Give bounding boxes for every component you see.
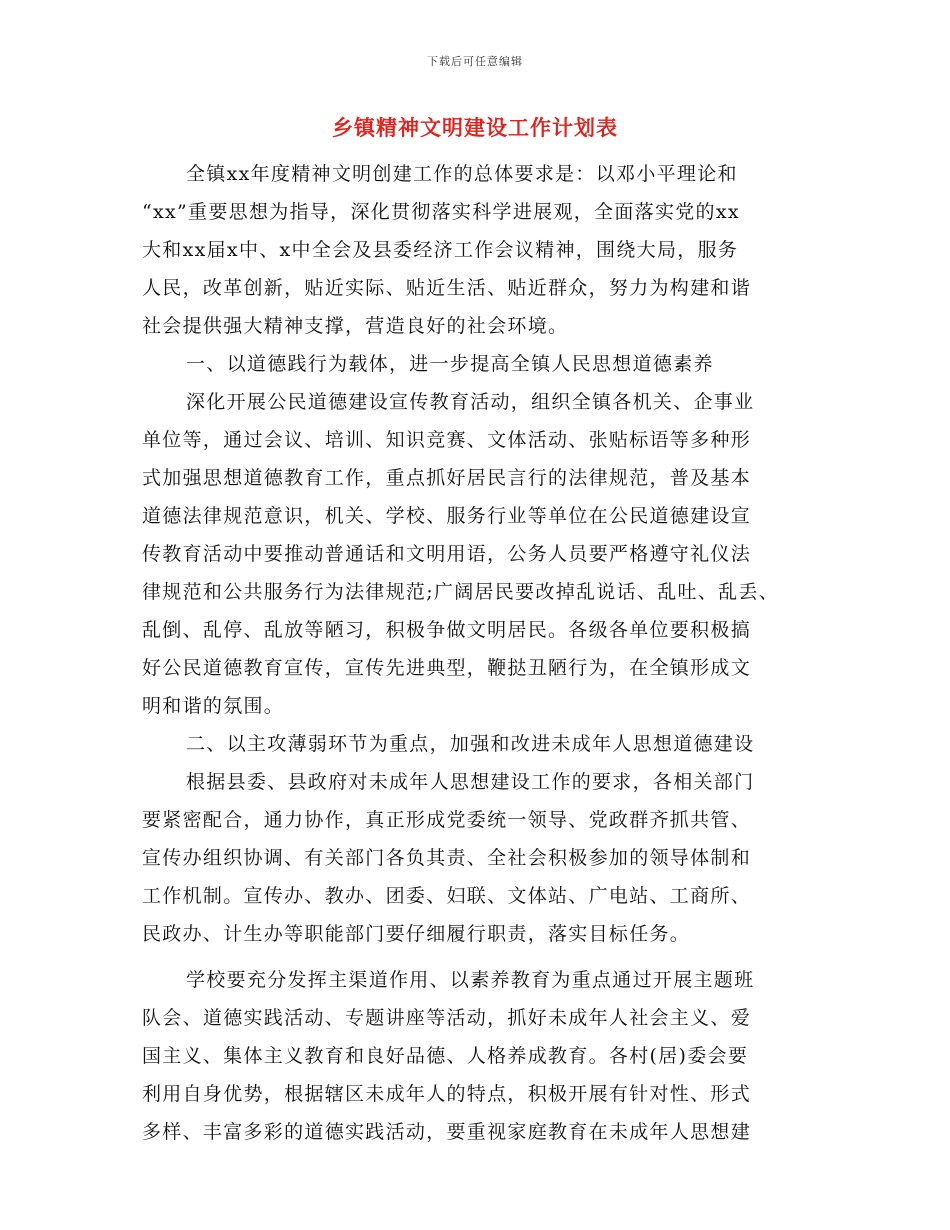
body-line: 明和谐的氛围。	[142, 695, 285, 717]
body-line: 深化开展公民道德建设宣传教育活动，组织全镇各机关、企事业	[186, 391, 755, 413]
body-line: 要紧密配合，通力协作，真正形成党委统一领导、党政群齐抓共管、	[142, 809, 752, 831]
body-line: 大和xx届x中、x中全会及县委经济工作会议精神，围绕大局，服务	[142, 239, 739, 261]
body-line: 人民，改革创新，贴近实际、贴近生活、贴近群众，努力为构建和谐	[142, 277, 752, 299]
document-title: 乡镇精神文明建设工作计划表	[332, 116, 618, 140]
body-line: 工作机制。宣传办、教办、团委、妇联、文体站、广电站、工商所、	[142, 885, 752, 907]
body-line: 传教育活动中要推动普通话和文明用语，公务人员要严格遵守礼仪法	[142, 543, 752, 565]
body-line: 式加强思想道德教育工作，重点抓好居民言行的法律规范，普及基本	[142, 467, 752, 489]
body-line: 队会、道德实践活动、专题讲座等活动，抓好未成年人社会主义、爱	[142, 1007, 752, 1029]
section-heading: 二、以主攻薄弱环节为重点，加强和改进未成年人思想道德建设	[186, 733, 755, 755]
body-line: 民政办、计生办等职能部门要仔细履行职责，落实目标任务。	[142, 923, 691, 945]
body-line: 好公民道德教育宣传，宣传先进典型，鞭挞丑陋行为，在全镇形成文	[142, 657, 752, 679]
body-line: 乱倒、乱停、乱放等陋习，积极争做文明居民。各级各单位要积极搞	[142, 619, 752, 641]
body-line: 全镇xx年度精神文明创建工作的总体要求是：以邓小平理论和	[186, 163, 738, 185]
body-line: 律规范和公共服务行为法律规范;广阔居民要改掉乱说话、乱吐、乱丢、	[142, 581, 780, 603]
body-line: “xx”重要思想为指导，深化贯彻落实科学进展观，全面落实党的xx	[142, 201, 740, 223]
body-line: 单位等，通过会议、培训、知识竞赛、文体活动、张贴标语等多种形	[142, 429, 752, 451]
body-line: 国主义、集体主义教育和良好品德、人格养成教育。各村(居)委会要	[142, 1045, 749, 1067]
body-line: 多样、丰富多彩的道德实践活动，要重视家庭教育在未成年人思想建	[142, 1121, 752, 1143]
body-line: 宣传办组织协调、有关部门各负其责、全社会积极参加的领导体制和	[142, 847, 752, 869]
body-line: 社会提供强大精神支撑，营造良好的社会环境。	[142, 315, 569, 337]
body-line: 学校要充分发挥主渠道作用、以素养教育为重点通过开展主题班	[186, 969, 755, 991]
body-line: 根据县委、县政府对未成年人思想建设工作的要求，各相关部门	[186, 771, 755, 793]
body-line: 道德法律规范意识，机关、学校、服务行业等单位在公民道德建设宣	[142, 505, 752, 527]
body-line: 利用自身优势，根据辖区未成年人的特点，积极开展有针对性、形式	[142, 1083, 752, 1105]
section-heading: 一、以道德践行为载体，进一步提高全镇人民思想道德素养	[186, 353, 714, 375]
header-note: 下载后可任意编辑	[427, 55, 523, 68]
